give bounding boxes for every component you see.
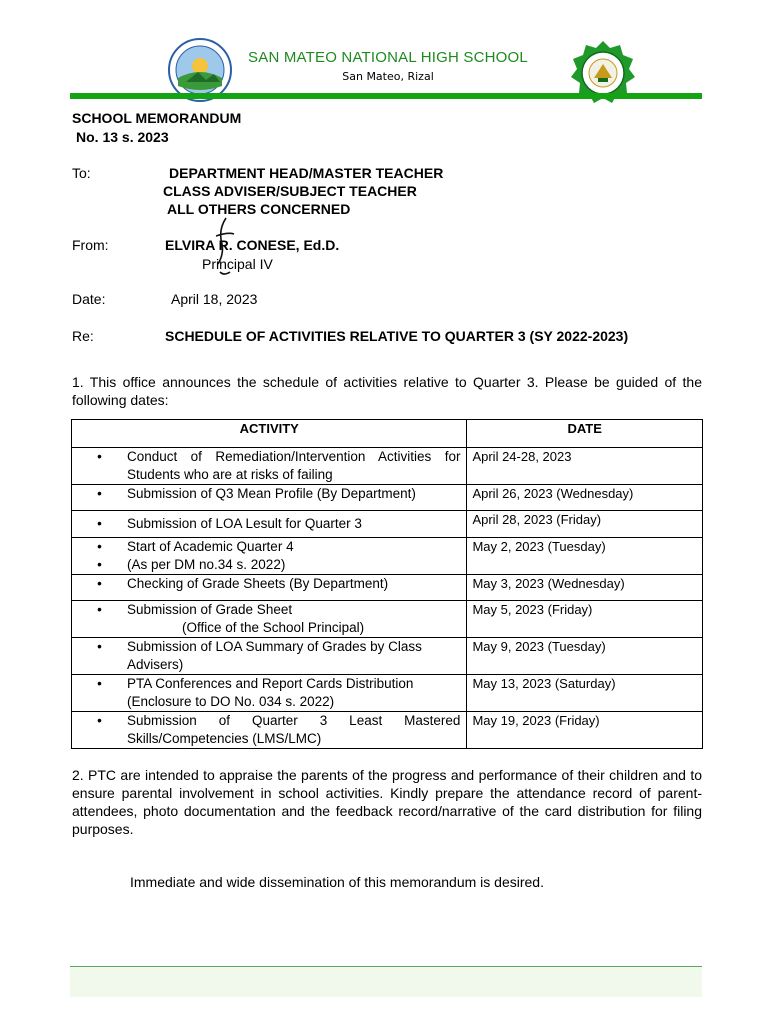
table-row (72, 638, 703, 675)
signature (204, 214, 244, 278)
activity-date: May 13, 2023 (Saturday) (467, 675, 703, 712)
activity-date: April 28, 2023 (Friday) (467, 511, 703, 538)
bullet-icon: • (97, 602, 102, 617)
table-row (72, 675, 703, 712)
activity-text: Conduct of Remediation/Intervention Activities for Students who are at risks of failing (127, 449, 461, 482)
table-row (72, 538, 703, 575)
activity-date: May 9, 2023 (Tuesday) (467, 638, 703, 675)
activity-date: April 26, 2023 (Wednesday) (467, 485, 703, 511)
to-recipient-1: DEPARTMENT HEAD/MASTER TEACHER (169, 165, 444, 181)
activity-date: May 19, 2023 (Friday) (467, 712, 703, 749)
table-row (72, 448, 703, 485)
activity-text: (As per DM no.34 s. 2022) (127, 557, 286, 572)
activity-text: Submission of Q3 Mean Profile (By Department) (127, 486, 416, 501)
bullet-icon: • (97, 516, 102, 531)
school-name: SAN MATEO NATIONAL HIGH SCHOOL (248, 49, 528, 66)
activity-date: May 2, 2023 (Tuesday) (467, 538, 703, 575)
closing-statement: Immediate and wide dissemination of this memorandum is desired. (130, 874, 544, 890)
bullet-icon: • (97, 576, 102, 591)
activity-date: May 5, 2023 (Friday) (467, 601, 703, 638)
table-header-row (72, 420, 703, 448)
bullet-icon: • (97, 557, 102, 572)
paragraph-1: 1. This office announces the schedule of activities relative to Quarter 3. Please be guided of the following dates: (72, 374, 702, 408)
table-row (72, 485, 703, 511)
bullet-icon: • (97, 713, 102, 728)
activity-text: PTA Conferences and Report Cards Distribution (Enclosure to DO No. 034 s. 2022) (127, 676, 414, 709)
to-label: To: (72, 165, 91, 181)
date-value: April 18, 2023 (171, 291, 258, 307)
table-row (72, 511, 703, 538)
activity-subtext: (Office of the School Principal) (182, 620, 365, 635)
activity-text: Start of Academic Quarter 4 (127, 539, 294, 554)
date-column-header: DATE (467, 420, 703, 448)
table-row (72, 601, 703, 638)
memo-title: SCHOOL MEMORANDUM (72, 110, 242, 126)
bullet-icon: • (97, 639, 102, 654)
activity-text: Checking of Grade Sheets (By Department) (127, 576, 389, 591)
activity-text: Submission of Grade Sheet (127, 602, 293, 617)
from-label: From: (72, 237, 109, 253)
activity-text: Submission of Quarter 3 Least Mastered Skills/Competencies (LMS/LMC) (127, 713, 461, 746)
activity-table (71, 419, 703, 749)
bullet-icon: • (97, 449, 102, 464)
activity-column-header: ACTIVITY (72, 420, 467, 448)
re-label: Re: (72, 328, 94, 344)
to-recipient-3: ALL OTHERS CONCERNED (167, 201, 351, 217)
footer-band (70, 966, 702, 997)
table-row (72, 575, 703, 601)
paragraph-2: 2. PTC are intended to appraise the parents of the progress and performance of their children and to ensure parental involvement in school activities. Kindly prepare the attendance record of parent-attendees, photo documentation and the feedback record/narrative of the card distribution for filing purposes. (72, 767, 702, 837)
re-subject: SCHEDULE OF ACTIVITIES RELATIVE TO QUARTER 3 (SY 2022-2023) (165, 328, 629, 344)
bullet-icon: • (97, 676, 102, 691)
school-location: San Mateo, Rizal (342, 70, 434, 83)
to-recipient-2: CLASS ADVISER/SUBJECT TEACHER (163, 183, 417, 199)
activity-date: April 24-28, 2023 (467, 448, 703, 485)
activity-text: Submission of LOA Summary of Grades by Class Advisers) (127, 639, 422, 672)
bullet-icon: • (97, 539, 102, 554)
bullet-icon: • (97, 486, 102, 501)
memo-number: No. 13 s. 2023 (76, 129, 169, 145)
activity-text: Submission of LOA Lesult for Quarter 3 (127, 516, 362, 531)
table-row (72, 712, 703, 749)
from-position: Principal IV (202, 256, 273, 272)
header-divider (70, 93, 702, 99)
activity-date: May 3, 2023 (Wednesday) (467, 575, 703, 601)
date-label: Date: (72, 291, 106, 307)
from-name: ELVIRA R. CONESE, Ed.D. (165, 237, 340, 253)
